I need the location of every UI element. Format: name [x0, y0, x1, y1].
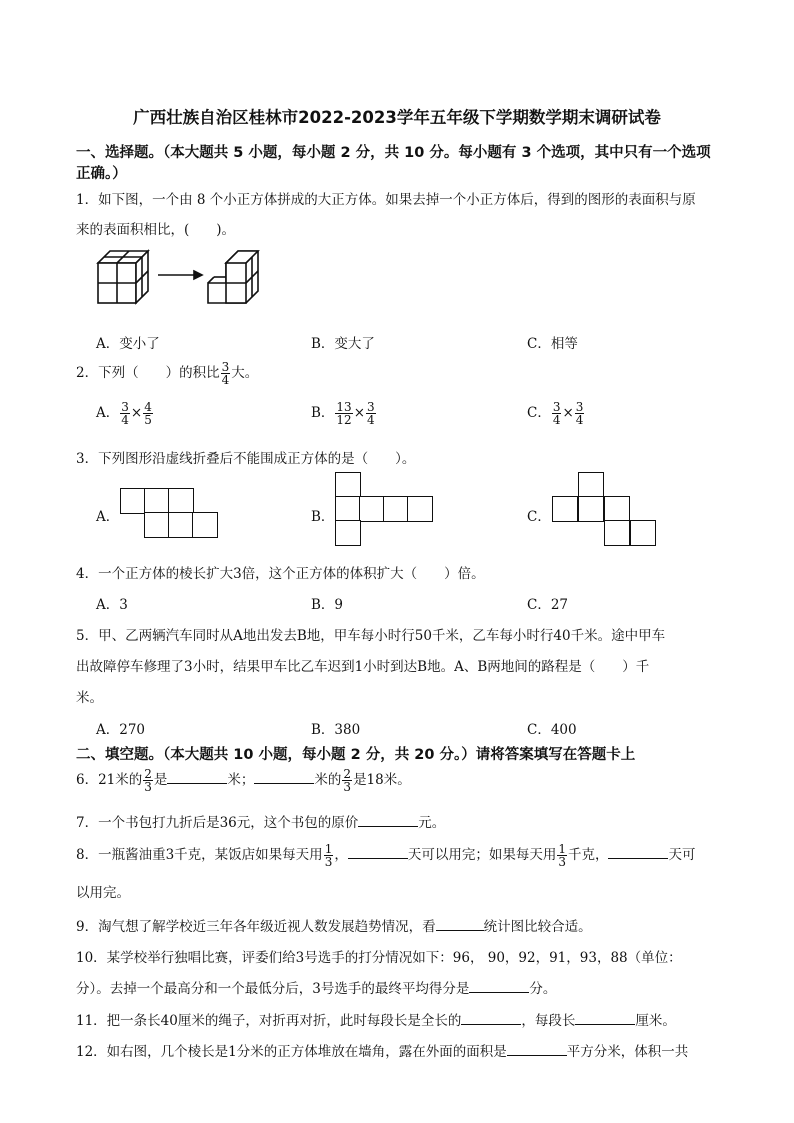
q2-option-c: C． $\frac{3}{4}$ × $\frac{3}{4}$ [527, 400, 584, 427]
q3-question: 3．下列图形沿虚线折叠后不能围成正方体的是（ ）。 [76, 451, 416, 467]
q12-question: 12．如右图，几个棱长是1分米的正方体堆放在墙角，露在外面的面积是 平方分米，体积一共 [76, 1044, 689, 1060]
q1-line2: 来的表面积相比，( )。 [76, 222, 236, 238]
q4-option-c: C．27 [527, 597, 569, 613]
page-title: 广西壮族自治区桂林市2022-2023学年五年级下学期数学期末调研试卷 [133, 108, 661, 127]
q11-blank-1[interactable] [461, 1012, 521, 1025]
q2-fraction: $\frac{3}{4}$ [221, 360, 230, 387]
q2-suffix: 大。 [231, 365, 259, 381]
q5-option-b: B．380 [311, 722, 361, 738]
q6-question: 6．21米的 $\frac{2}{3}$ 是 米； 米的 $\frac{2}{3}$ 是18米。 [76, 767, 411, 794]
q4-option-b: B．9 [311, 597, 344, 613]
q5-line3: 米。 [76, 690, 103, 706]
q1-option-b: B．变大了 [311, 336, 375, 352]
q9-blank[interactable] [436, 918, 484, 931]
q2-question [76, 361, 258, 386]
q7-blank[interactable] [358, 814, 418, 827]
q5-line1: 5．甲、乙两辆汽车同时从A地出发去B地，甲车每小时行50千米，乙车每小时行40千米。途中甲车 [76, 628, 666, 644]
section2-header: 二、填空题。（本大题共 10 小题，每小题 2 分，共 20 分。）请将答案填写在答题卡上 [76, 747, 636, 763]
q3-label-a: A． [96, 509, 120, 525]
q5-line2: 出故障停车修理了3小时，结果甲车比乙车迟到1小时到达B地。A、B两地间的路程是（ ）千 [76, 659, 650, 675]
q10-line1: 10．某学校举行独唱比赛，评委们给3号选手的打分情况如下：96， 90，92，91，93，88（单位： [76, 950, 682, 966]
q10-line2: 分）。去掉一个最高分和一个最低分后，3号选手的最终平均得分是 分。 [76, 981, 557, 997]
section1-header-line2: 正确。） [76, 166, 127, 182]
q9-question: 9．淘气想了解学校近三年各年级近视人数发展趋势情况，看 统计图比较合适。 [76, 919, 592, 935]
q7-question: 7．一个书包打九折后是36元，这个书包的原价 元。 [76, 815, 446, 831]
q8-blank-2[interactable] [608, 846, 668, 859]
section1-header-line1: 一、选择题。（本大题共 5 小题，每小题 2 分，共 10 分。每小题有 3 个选项，其中只有一个选项 [76, 145, 711, 161]
q2-option-a: A． $\frac{3}{4}$ × $\frac{4}{5}$ [96, 400, 152, 427]
q8-blank-1[interactable] [348, 846, 408, 859]
q10-blank[interactable] [469, 980, 529, 993]
q4-option-a: A．3 [96, 597, 128, 613]
q1-option-a: A．变小了 [96, 336, 160, 352]
q4-question: 4．一个正方体的棱长扩大3倍，这个正方体的体积扩大（ ）倍。 [76, 566, 485, 582]
q2-option-b: B． $\frac{13}{12}$ × $\frac{3}{4}$ [311, 400, 375, 427]
q3-label-b: B． [311, 509, 335, 525]
q1-option-c: C．相等 [527, 336, 578, 352]
q11-question: 11．把一条长40厘米的绳子，对折再对折，此时每段长是全长的 ，每段长 厘米。 [76, 1013, 676, 1029]
q1-cube-figure [96, 247, 266, 309]
q12-blank-1[interactable] [507, 1043, 567, 1056]
q6-blank-2[interactable] [254, 771, 314, 784]
q1-line1: 1．如下图，一个由 8 个小正方体拼成的大正方体。如果去掉一个小正方体后，得到的图形的表面积与原 [76, 192, 696, 208]
q3-label-c: C． [527, 509, 551, 525]
q8-line2: 以用完。 [76, 885, 130, 901]
q11-blank-2[interactable] [575, 1012, 635, 1025]
q5-option-c: C．400 [527, 722, 577, 738]
q8-line1: 8．一瓶酱油重3千克，某饭店如果每天用 $\frac{1}{3}$ ， 天可以用完；如果每天用 $\frac{1}{3}$ 千克， 天可 [76, 842, 696, 869]
q2-prefix: 2．下列（ ）的积比 [76, 365, 220, 381]
q5-option-a: A．270 [96, 722, 146, 738]
q6-blank-1[interactable] [167, 771, 227, 784]
